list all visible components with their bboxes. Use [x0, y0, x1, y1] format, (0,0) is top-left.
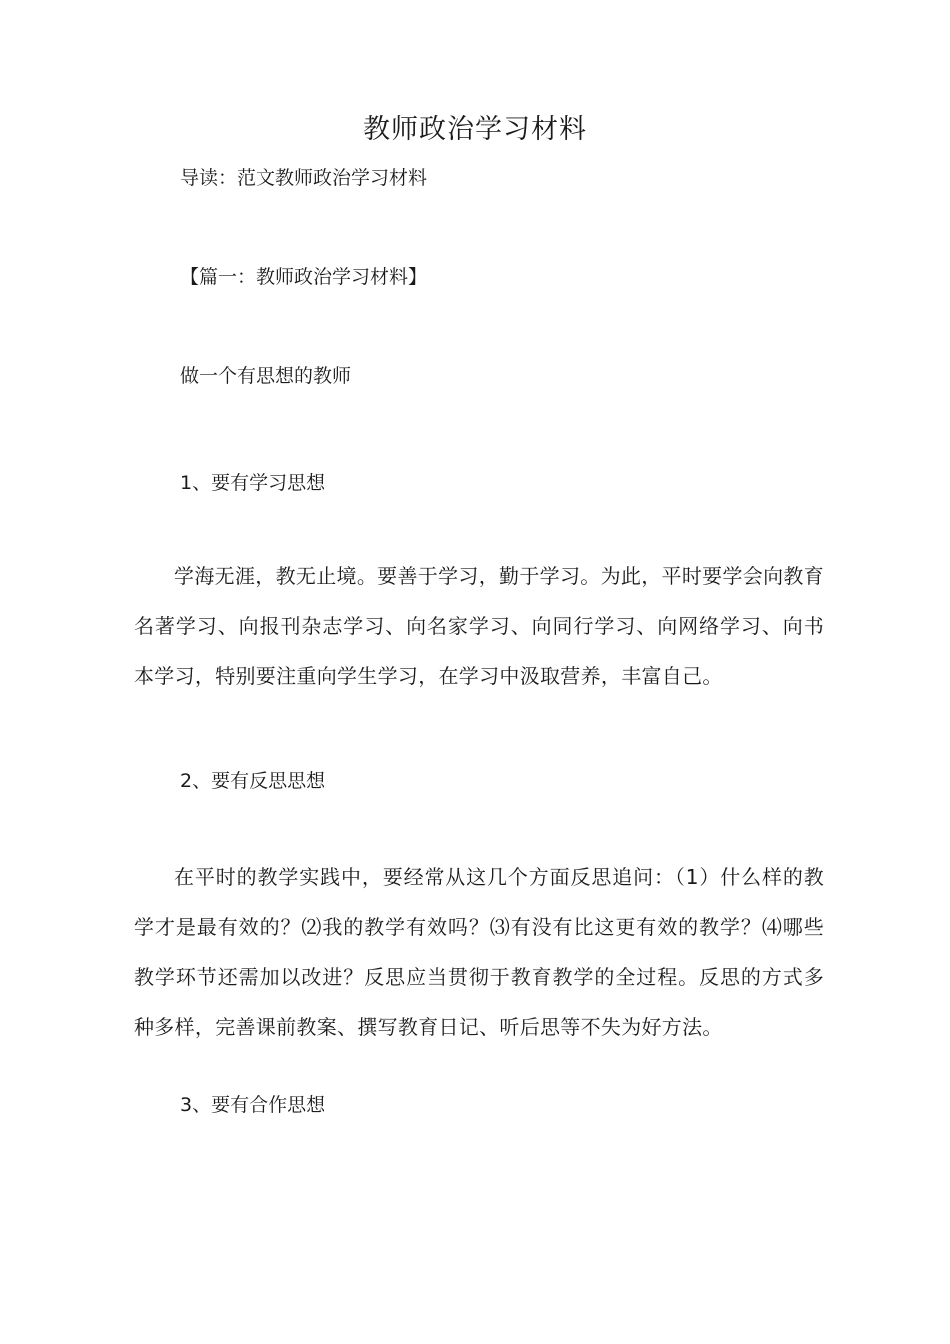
point-heading-3: 3、要有合作思想 — [180, 1094, 326, 1116]
document-title: 教师政治学习材料 — [363, 114, 587, 145]
point-body-2: 在平时的教学实践中，要经常从这几个方面反思追问：（1）什么样的教学才是最有效的？⑵我的教学有效吗？⑶有没有比这更有效的教学？⑷哪些教学环节还需加以改进？反思应当贯彻于教育教学的全过程。反思的方式多种多样，完善课前教案、撰写教育日记、听后思等不失为好方法。 — [134, 865, 824, 1039]
intro-line: 导读：范文教师政治学习材料 — [180, 167, 428, 189]
point-heading-2: 2、要有反思思想 — [180, 770, 326, 792]
article-title: 做一个有思想的教师 — [180, 365, 352, 387]
point-heading-1: 1、要有学习思想 — [180, 472, 326, 494]
section-heading: 【篇一：教师政治学习材料】 — [180, 266, 428, 288]
point-body-1: 学海无涯，教无止境。要善于学习，勤于学习。为此，平时要学会向教育名著学习、向报刊杂志学习、向名家学习、向同行学习、向网络学习、向书本学习，特别要注重向学生学习，在学习中汲取营养，丰富自己。 — [134, 564, 824, 688]
